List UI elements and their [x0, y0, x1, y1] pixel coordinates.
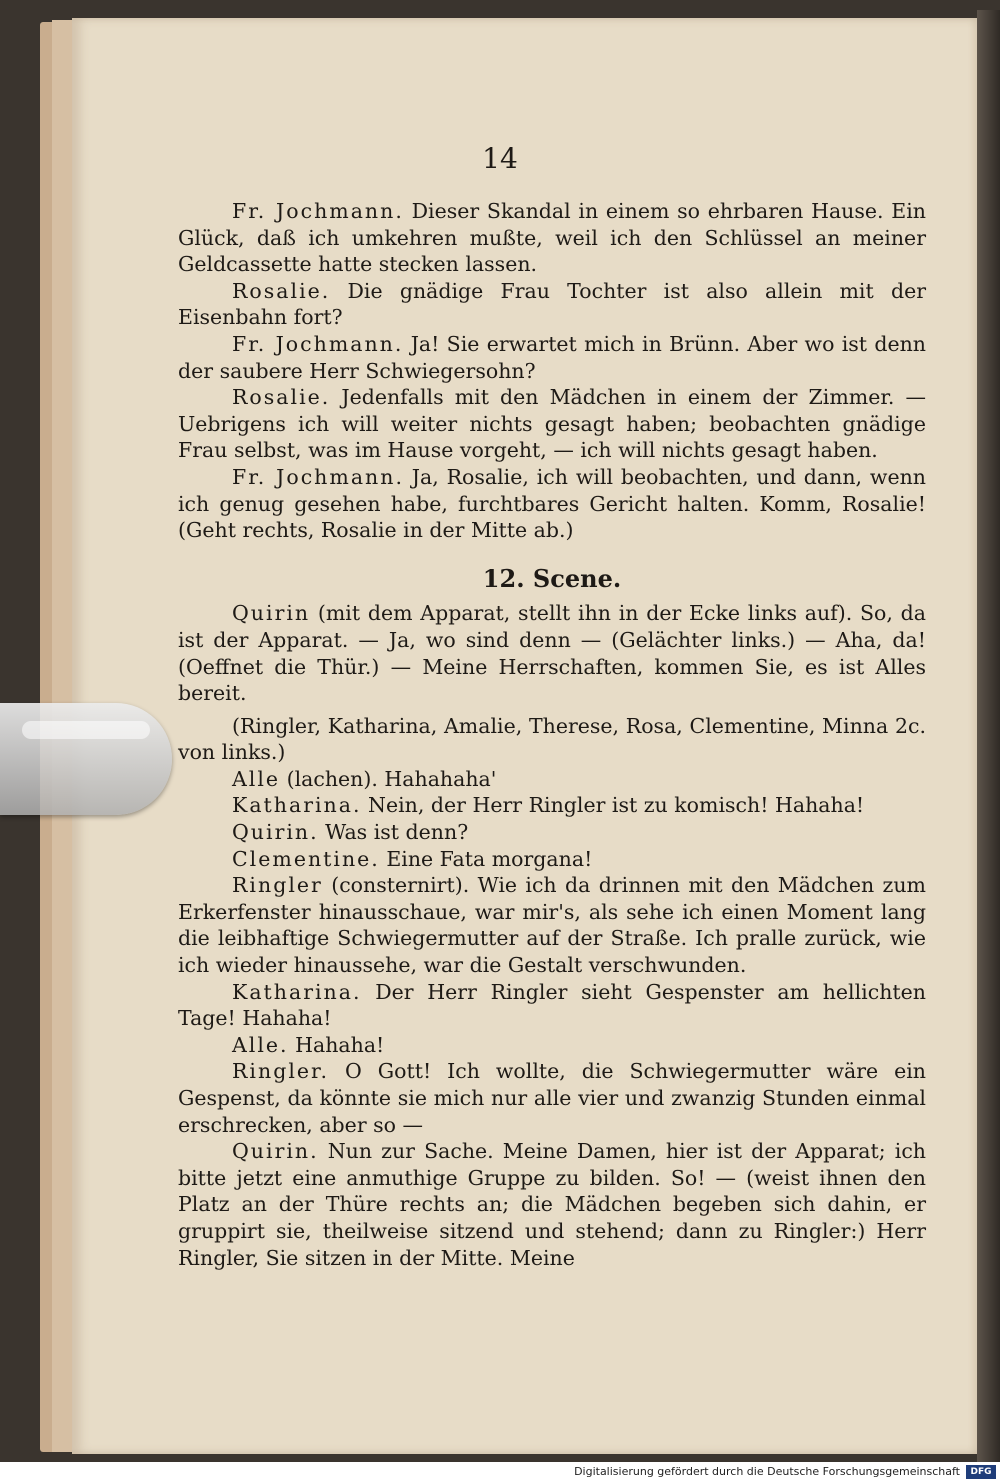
stage-direction: [178, 713, 926, 766]
speech: (lachen). Hahahaha': [280, 766, 497, 791]
funding-credit: Digitalisierung gefördert durch die Deutsche Forschungsgemeinschaft: [574, 1465, 960, 1478]
speaker: Fr. Jochmann.: [232, 331, 404, 356]
paragraph: [178, 331, 926, 384]
speaker: Rosalie.: [232, 278, 331, 303]
book-spine-shadow: [977, 10, 1000, 1462]
speech: Dieser Skandal in einem so ehrbaren Hause. Ein Glück, daß ich umkehren mußte, weil ich den Schlüssel an meiner Geldcassette hatte stecken lassen.: [178, 199, 926, 277]
speech: Ja, Rosalie, ich will beobachten, und dann, wenn ich genug gesehen habe, furchtbares Gericht halten. Komm, Rosalie! (Geht rechts, Rosalie in der Mitte ab.): [178, 464, 926, 543]
paragraph: [178, 792, 926, 819]
paragraph: [178, 464, 926, 544]
speech: (mit dem Apparat, stellt ihn in der Ecke links auf). So, da ist der Apparat. — Ja, wo sind denn — (Gelächter links.) — Aha, da! (Oeffnet die Thür.) — Meine Herrschaften, kommen Sie, es ist Alles bereit.: [178, 601, 926, 706]
speaker: Rosalie.: [232, 385, 331, 410]
speech: Was ist denn?: [318, 820, 469, 845]
speaker: Alle.: [232, 1032, 289, 1057]
scene-heading: 12. Scene.: [482, 563, 622, 593]
speech: (consternirt). Wie ich da drinnen mit den Mädchen zum Erkerfenster hinausschaue, war mir's, als sehe ich einen Moment lang die leibhaftige Schwiegermutter auf der Straße. Ich pralle zurück, wie ich wieder hinaussehe, war die Gestalt verschwunden.: [178, 873, 926, 978]
speech: Die gnädige Frau Tochter ist also allein mit der Eisenbahn fort?: [178, 278, 926, 330]
speech: Eine Fata morgana!: [379, 846, 593, 871]
speaker: Alle: [232, 766, 281, 791]
paragraph: [178, 278, 926, 331]
paragraph: [178, 384, 926, 464]
speech: O Gott! Ich wollte, die Schwiegermutter wäre ein Gespenst, da könnte sie mich nur alle vier und zwanzig Stunden einmal erschrecken, aber so —: [178, 1059, 926, 1137]
speech: Nein, der Herr Ringler ist zu komisch! Hahaha!: [361, 793, 865, 818]
speech: (Ringler, Katharina, Amalie, Therese, Rosa, Clementine, Minna 2c. von links.): [178, 713, 926, 765]
paragraph: [178, 600, 926, 706]
speaker: Fr. Jochmann.: [232, 464, 404, 489]
speaker: Quirin: [232, 601, 311, 626]
speaker: Ringler.: [232, 1059, 330, 1084]
paragraph: [178, 1058, 926, 1138]
speech: Nun zur Sache. Meine Damen, hier ist der Apparat; ich bitte jetzt eine anmuthige Gruppe zu bilden. So! — (weist ihnen den Platz an der Thüre rechts an; die Mädchen begeben sich dahin, er gruppirt sie, theilweise sitzend und stehend; dann zu Ringler:) Herr Ringler, Sie sitzen in der Mitte. Meine: [178, 1139, 926, 1270]
speaker: Quirin.: [232, 820, 319, 845]
page-number: 14: [482, 142, 518, 175]
footer-bar: [0, 1462, 1000, 1483]
paragraph: [178, 1032, 926, 1059]
speaker: Quirin.: [232, 1139, 319, 1164]
speech: Jedenfalls mit den Mädchen in einem der Zimmer. — Uebrigens ich will weiter nichts gesagt haben; beobachten gnädige Frau selbst, was im Hause vorgeht, — ich will nichts gesagt haben.: [178, 385, 926, 463]
speaker: Fr. Jochmann.: [232, 199, 404, 223]
paragraph: [178, 872, 926, 978]
paragraph: [178, 198, 926, 278]
speaker: Katharina.: [232, 979, 362, 1004]
speech: Hahaha!: [288, 1032, 385, 1057]
page-holder-clip: [0, 703, 172, 815]
speech: Der Herr Ringler sieht Gespenster am hellichten Tage! Hahaha!: [178, 979, 926, 1031]
speaker: Clementine.: [232, 846, 380, 871]
speech: Ja! Sie erwartet mich in Brünn. Aber wo ist denn der saubere Herr Schwiegersohn?: [178, 331, 926, 383]
paragraph: [178, 1138, 926, 1271]
paragraph: [178, 979, 926, 1032]
page-text: [178, 198, 926, 1271]
speaker: Katharina.: [232, 793, 362, 818]
clip-shine: [22, 721, 150, 739]
dfg-logo-icon: DFG: [966, 1465, 996, 1479]
paragraph: [178, 819, 926, 846]
speaker: Ringler: [232, 873, 323, 898]
paragraph: [178, 846, 926, 873]
paragraph: [178, 766, 926, 793]
